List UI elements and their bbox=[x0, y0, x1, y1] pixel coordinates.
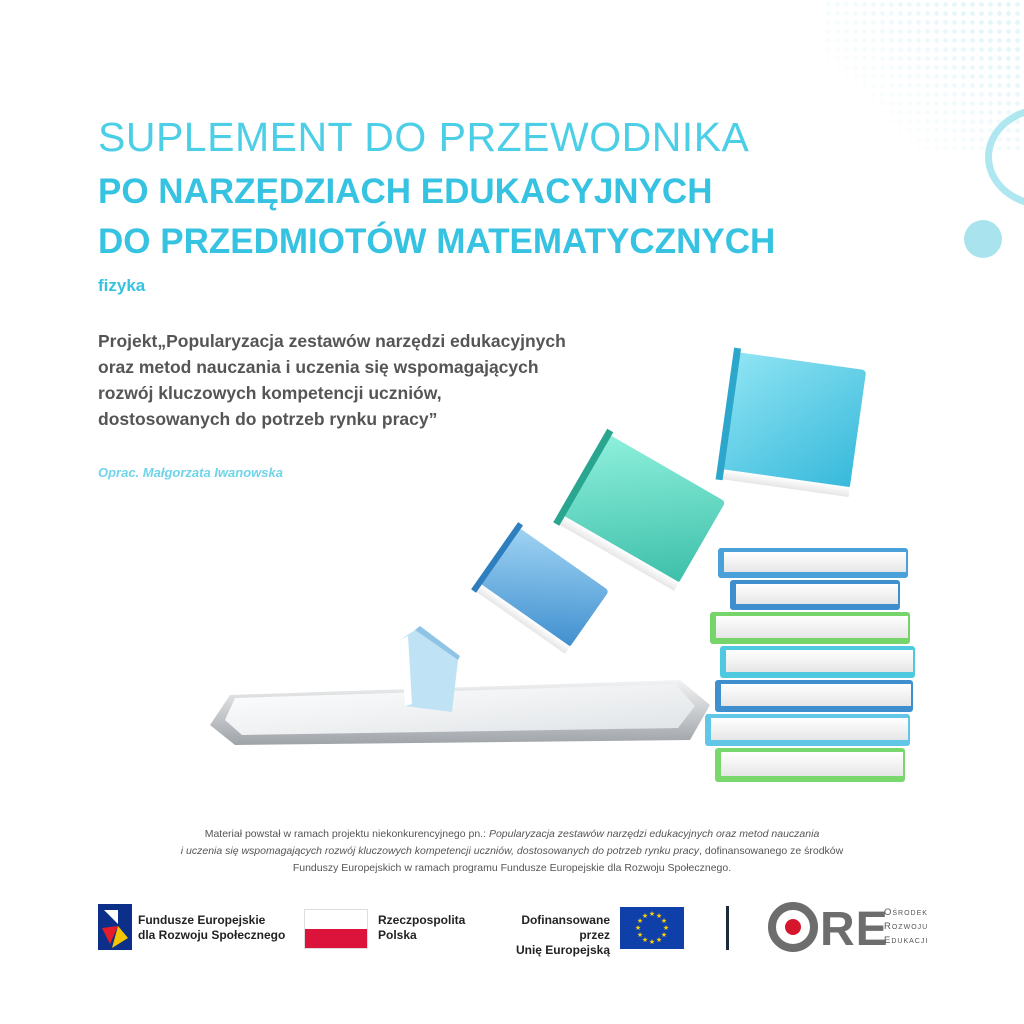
poland-flag-icon bbox=[304, 909, 368, 949]
project-line-2: oraz metod nauczania i uczenia się wspomagających bbox=[98, 357, 539, 377]
svg-text:★: ★ bbox=[648, 910, 656, 918]
book-cyan-flying bbox=[716, 348, 867, 498]
decorative-dot-pattern bbox=[824, 0, 1024, 150]
funding-text-2: , dofinansowanego ze środków bbox=[699, 845, 844, 857]
book-emerging bbox=[400, 626, 460, 712]
rp-line-1: Rzeczpospolita bbox=[378, 913, 466, 927]
svg-text:★: ★ bbox=[636, 917, 644, 925]
decorative-circle bbox=[964, 220, 1002, 258]
project-line-1: Projekt„Popularyzacja zestawów narzędzi edukacyjnych bbox=[98, 331, 566, 351]
rp-line-2: Polska bbox=[378, 928, 417, 942]
funding-project-title-2: i uczenia się wspomagających rozwój kluczowych kompetencji uczniów, dostosowanych do potrzeb rynku pracy bbox=[180, 845, 700, 857]
svg-text:★: ★ bbox=[655, 936, 663, 944]
title-line-1: SUPLEMENT DO PRZEWODNIKA bbox=[98, 114, 750, 160]
book-teal-flying bbox=[553, 429, 727, 592]
eu-line-2: Unię Europejską bbox=[515, 943, 610, 957]
funding-text-3: Funduszy Europejskich w ramach programu Fundusze Europejskie dla Rozwoju Społecznego. bbox=[292, 862, 732, 874]
rp-logo-text bbox=[378, 913, 465, 943]
ore-side-3: Edukacji bbox=[884, 935, 929, 946]
svg-text:★: ★ bbox=[648, 938, 656, 946]
book-stack bbox=[705, 548, 915, 782]
eu-line-1: Dofinansowane przez bbox=[521, 913, 610, 942]
ore-o-icon bbox=[768, 902, 818, 952]
tablet-books-illustration bbox=[190, 340, 920, 800]
project-line-3: rozwój kluczowych kompetencji uczniów, bbox=[98, 383, 442, 403]
ore-side-2: Rozwoju bbox=[884, 921, 929, 932]
svg-text:★: ★ bbox=[655, 912, 663, 920]
logo-divider bbox=[726, 906, 729, 950]
ore-letters: RE bbox=[820, 903, 889, 956]
eu-flag-icon bbox=[620, 907, 684, 949]
funding-text-1: Materiał powstał w ramach projektu niekonkurencyjnego pn.: bbox=[204, 828, 489, 840]
svg-text:★: ★ bbox=[636, 931, 644, 939]
funding-project-title-1: Popularyzacja zestawów narzędzi edukacyjnych oraz metod nauczania bbox=[488, 828, 820, 840]
title-line-2: PO NARZĘDZIACH EDUKACYJNYCH bbox=[98, 172, 713, 211]
eu-logo-text bbox=[490, 913, 610, 958]
tablet bbox=[210, 680, 710, 745]
fe-line-2: dla Rozwoju Społecznego bbox=[138, 928, 286, 942]
author-credit: Oprac. Małgorzata Iwanowska bbox=[98, 465, 283, 480]
fe-logo-icon bbox=[98, 904, 132, 950]
svg-text:★: ★ bbox=[634, 924, 642, 932]
funding-statement bbox=[100, 826, 924, 877]
svg-text:★: ★ bbox=[660, 917, 668, 925]
subject-label: fizyka bbox=[98, 276, 146, 295]
project-line-4: dostosowanych do potrzeb rynku pracy” bbox=[98, 409, 438, 429]
ore-logo-side-text bbox=[884, 906, 928, 948]
title-line-3: DO PRZEDMIOTÓW MATEMATYCZNYCH bbox=[98, 222, 776, 261]
svg-text:★: ★ bbox=[641, 912, 649, 920]
ore-side-1: Ośrodek bbox=[884, 907, 928, 918]
fe-line-1: Fundusze Europejskie bbox=[138, 913, 266, 927]
svg-text:★: ★ bbox=[641, 936, 649, 944]
svg-text:★: ★ bbox=[660, 931, 668, 939]
fe-logo-text bbox=[138, 913, 285, 943]
ore-logo bbox=[768, 902, 889, 956]
svg-text:★: ★ bbox=[662, 924, 670, 932]
